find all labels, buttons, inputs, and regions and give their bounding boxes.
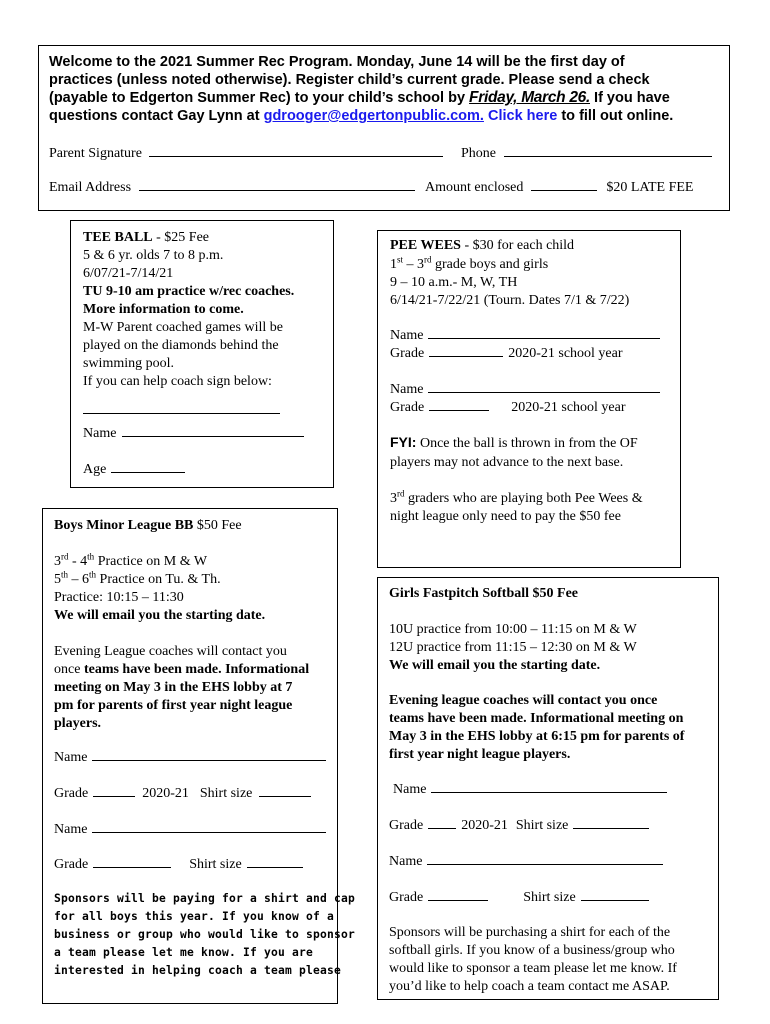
boys-grade-label-2: Grade [54, 857, 89, 872]
intro-line-1: Welcome to the 2021 Summer Rec Program. Monday, June 14 will be the first day of [49, 54, 625, 70]
parent-signature-field[interactable] [149, 156, 443, 157]
girls-evening-1: Evening league coaches will contact you once [389, 693, 658, 708]
girls-name-row-2 [389, 853, 663, 871]
girls-name-field-1[interactable] [431, 792, 667, 793]
tee-ball-games-1: M-W Parent coached games will be [83, 320, 283, 335]
boys-evening-2 [54, 661, 309, 679]
fyi-label: FYI: [390, 434, 417, 450]
boys-name-row-1 [54, 749, 326, 767]
girls-evening-2: teams have been made. Informational meeting on [389, 711, 684, 726]
coach-signup-field[interactable] [83, 413, 280, 414]
email-address-row [49, 179, 415, 197]
girls-year-1: 2020-21 [461, 818, 508, 833]
pee-wees-name-field-1[interactable] [428, 338, 660, 339]
intro-line-3-text: (payable to Edgerton Summer Rec) to your child’s school by [49, 90, 470, 106]
pee-wees-grades [390, 256, 548, 274]
pee-wees-grade-field-1[interactable] [429, 356, 503, 357]
pee-wees-name-label-1: Name [390, 328, 424, 343]
pee-wees-grade-label-2: Grade [390, 400, 425, 415]
amount-row [425, 179, 693, 197]
tee-ball-games-3: swimming pool. [83, 356, 175, 371]
phone-row [461, 145, 712, 163]
grade-third-suffix: rd [424, 254, 432, 265]
pee-wees-grade-row-1 [390, 345, 623, 363]
boys-p2-grade-a: 5 [54, 572, 61, 587]
pee-wees-title-row [390, 237, 574, 255]
tee-ball-more-info: More information to come. [83, 302, 244, 317]
intro-line-4-text: questions contact Gay Lynn at [49, 108, 264, 124]
pee-wees-dates: 6/14/21-7/22/21 (Tourn. Dates 7/1 & 7/22) [390, 293, 630, 308]
tee-ball-age-field[interactable] [111, 472, 185, 473]
boys-title-row [54, 517, 242, 535]
pee-wees-grade-row-2 [390, 399, 626, 417]
girls-grade-label-2: Grade [389, 890, 424, 905]
note-text-1: graders who are playing both Pee Wees & [404, 491, 643, 506]
girls-shirt-label-2: Shirt size [523, 890, 576, 905]
parent-signature-label: Parent Signature [49, 146, 142, 161]
boys-grade-field-2[interactable] [93, 867, 171, 868]
parent-signature-row [49, 145, 443, 163]
boys-shirt-field-1[interactable] [259, 796, 311, 797]
deadline-date: Friday, March 26. [469, 89, 591, 106]
girls-grade-field-2[interactable] [428, 900, 488, 901]
pee-wees-school-year-1: 2020-21 school year [508, 346, 623, 361]
girls-12u: 12U practice from 11:15 – 12:30 on M & W [389, 640, 637, 655]
click-here-link[interactable]: Click here [488, 108, 558, 124]
email-address-label: Email Address [49, 180, 132, 195]
girls-grade-row-2 [389, 889, 649, 907]
tee-ball-name-label: Name [83, 426, 117, 441]
late-fee-note: $20 LATE FEE [606, 180, 694, 195]
tee-ball-fee: - $25 Fee [152, 230, 210, 245]
girls-grade-row-1 [389, 817, 649, 835]
girls-evening-3: May 3 in the EHS lobby at 6:15 pm for parents of [389, 729, 685, 744]
boys-practice-time: Practice: 10:15 – 11:30 [54, 590, 184, 605]
pee-wees-name-label-2: Name [390, 382, 424, 397]
boys-p1-grade-a: 3 [54, 554, 61, 569]
boys-name-field-2[interactable] [92, 832, 326, 833]
tee-ball-title: TEE BALL [83, 230, 153, 245]
intro-line-4-tail: to fill out online. [557, 108, 674, 124]
girls-name-row-1 [393, 781, 667, 799]
tee-ball-age-row [83, 461, 185, 479]
pee-wees-note-line-2: night league only need to pay the $50 fee [390, 509, 621, 524]
tee-ball-coach-text: If you can help coach sign below: [83, 374, 272, 389]
girls-10u: 10U practice from 10:00 – 11:15 on M & W [389, 622, 637, 637]
grade-tail: grade boys and girls [431, 257, 549, 272]
tee-ball-practice: TU 9-10 am practice w/rec coaches. [83, 284, 295, 299]
boys-p2-suffix-b: th [89, 569, 97, 580]
girls-evening-4: first year night league players. [389, 747, 571, 762]
girls-name-label-2: Name [389, 854, 423, 869]
tee-ball-name-row [83, 425, 304, 443]
intro-line-4 [49, 107, 673, 125]
pee-wees-fyi-line-2: players may not advance to the next base. [390, 455, 624, 470]
tee-ball-name-field[interactable] [122, 436, 304, 437]
boys-p2-suffix-a: th [61, 569, 69, 580]
girls-sponsor-3: would like to sponsor a team please let me know. If [389, 961, 677, 976]
boys-grade-label-1: Grade [54, 786, 89, 801]
boys-evening-5: players. [54, 716, 102, 731]
tee-ball-games-2: played on the diamonds behind the [83, 338, 279, 353]
boys-grade-row-2 [54, 856, 303, 874]
boys-p1-suffix-a: rd [61, 551, 69, 562]
girls-shirt-field-1[interactable] [573, 828, 649, 829]
tee-ball-title-row [83, 229, 209, 247]
girls-title-row [389, 585, 578, 603]
girls-name-label-1: Name [393, 782, 427, 797]
girls-fee: $50 Fee [529, 586, 578, 601]
boys-evening-4: pm for parents of first year night league [54, 698, 293, 713]
tee-ball-dates: 6/07/21-7/14/21 [83, 266, 174, 281]
tee-ball-age-label: Age [83, 462, 107, 477]
boys-email-start: We will email you the starting date. [54, 608, 266, 623]
boys-sponsor-3: business or group who would like to sponsor [54, 928, 356, 941]
boys-evening-2-pre: once [54, 662, 84, 677]
pee-wees-name-row-1 [390, 327, 660, 345]
boys-sponsor-5: interested in helping coach a team please [54, 964, 342, 977]
boys-fee: $50 Fee [193, 518, 242, 533]
boys-shirt-field-2[interactable] [247, 867, 303, 868]
girls-title: Girls Fastpitch Softball [389, 586, 530, 601]
boys-sponsor-1: Sponsors will be paying for a shirt and cap [54, 892, 356, 905]
tee-ball-ages: 5 & 6 yr. olds 7 to 8 p.m. [83, 248, 224, 263]
boys-year-1: 2020-21 [142, 786, 189, 801]
boys-name-label-1: Name [54, 750, 88, 765]
boys-shirt-label-1: Shirt size [199, 786, 253, 801]
note-grade: 3 [390, 491, 397, 506]
pee-wees-name-row-2 [390, 381, 660, 399]
girls-fastpitch-box [377, 577, 719, 1000]
tee-ball-box [70, 220, 334, 488]
boys-sponsor-2: for all boys this year. If you know of a [54, 910, 335, 923]
contact-email-link[interactable]: gdrooger@edgertonpublic.com. [263, 108, 484, 124]
boys-evening-1: Evening League coaches will contact you [54, 644, 287, 659]
email-address-field[interactable] [139, 190, 415, 191]
boys-name-row-2 [54, 821, 326, 839]
grade-first: 1 [390, 257, 397, 272]
pee-wees-note-line-1 [390, 490, 643, 508]
boys-shirt-label-2: Shirt size [189, 857, 242, 872]
boys-practice-1 [54, 553, 207, 571]
header-box [38, 45, 730, 211]
intro-line-2: practices (unless noted otherwise). Register child’s current grade. Please send a check [49, 72, 650, 88]
intro-line-3-tail: If you have [590, 90, 670, 106]
boys-sponsor-4: a team please let me know. If you are [54, 946, 314, 959]
girls-sponsor-2: softball girls. If you know of a business/group who [389, 943, 675, 958]
boys-p2-tail: Practice on Tu. & Th. [96, 572, 221, 587]
girls-name-field-2[interactable] [427, 864, 663, 865]
girls-shirt-field-2[interactable] [581, 900, 649, 901]
intro-line-3 [49, 89, 670, 107]
pee-wees-school-year-2: 2020-21 school year [511, 400, 626, 415]
amount-enclosed-label: Amount enclosed [425, 180, 524, 195]
boys-practice-2 [54, 571, 221, 589]
phone-label: Phone [461, 146, 496, 161]
pee-wees-grade-label-1: Grade [390, 346, 425, 361]
boys-p1-tail: Practice on M & W [94, 554, 208, 569]
grade-third: – 3 [403, 257, 425, 272]
girls-grade-label-1: Grade [389, 818, 424, 833]
pee-wees-grade-field-2[interactable] [429, 410, 489, 411]
fyi-text-1: Once the ball is thrown in from the OF [416, 436, 638, 451]
boys-name-label-2: Name [54, 822, 88, 837]
pee-wees-fee: - $30 for each child [460, 238, 575, 253]
note-grade-suffix: rd [397, 488, 405, 499]
pee-wees-box [377, 230, 681, 568]
pee-wees-title: PEE WEES [390, 238, 461, 253]
boys-title: Boys Minor League BB [54, 518, 194, 533]
boys-evening-3: meeting on May 3 in the EHS lobby at 7 [54, 680, 293, 695]
boys-p2-grade-b: – 6 [68, 572, 90, 587]
phone-field[interactable] [504, 156, 712, 157]
girls-sponsor-4: you’d like to help coach a team contact me ASAP. [389, 979, 670, 994]
boys-p1-suffix-b: th [87, 551, 95, 562]
pee-wees-fyi-line-1 [390, 433, 638, 453]
boys-name-field-1[interactable] [92, 760, 326, 761]
girls-shirt-label-1: Shirt size [515, 818, 569, 833]
girls-sponsor-1: Sponsors will be purchasing a shirt for each of the [389, 925, 671, 940]
boys-grade-row-1 [54, 785, 311, 803]
boys-p1-grade-b: - 4 [68, 554, 88, 569]
pee-wees-name-field-2[interactable] [428, 392, 660, 393]
girls-email-start: We will email you the starting date. [389, 658, 601, 673]
boys-grade-field-1[interactable] [93, 796, 135, 797]
girls-grade-field-1[interactable] [428, 828, 456, 829]
boys-minor-league-box [42, 508, 356, 1004]
grade-first-suffix: st [397, 254, 404, 265]
boys-evening-2-bold: teams have been made. Informational [83, 662, 310, 677]
amount-enclosed-field[interactable] [531, 190, 597, 191]
pee-wees-time: 9 – 10 a.m.- M, W, TH [390, 275, 518, 290]
